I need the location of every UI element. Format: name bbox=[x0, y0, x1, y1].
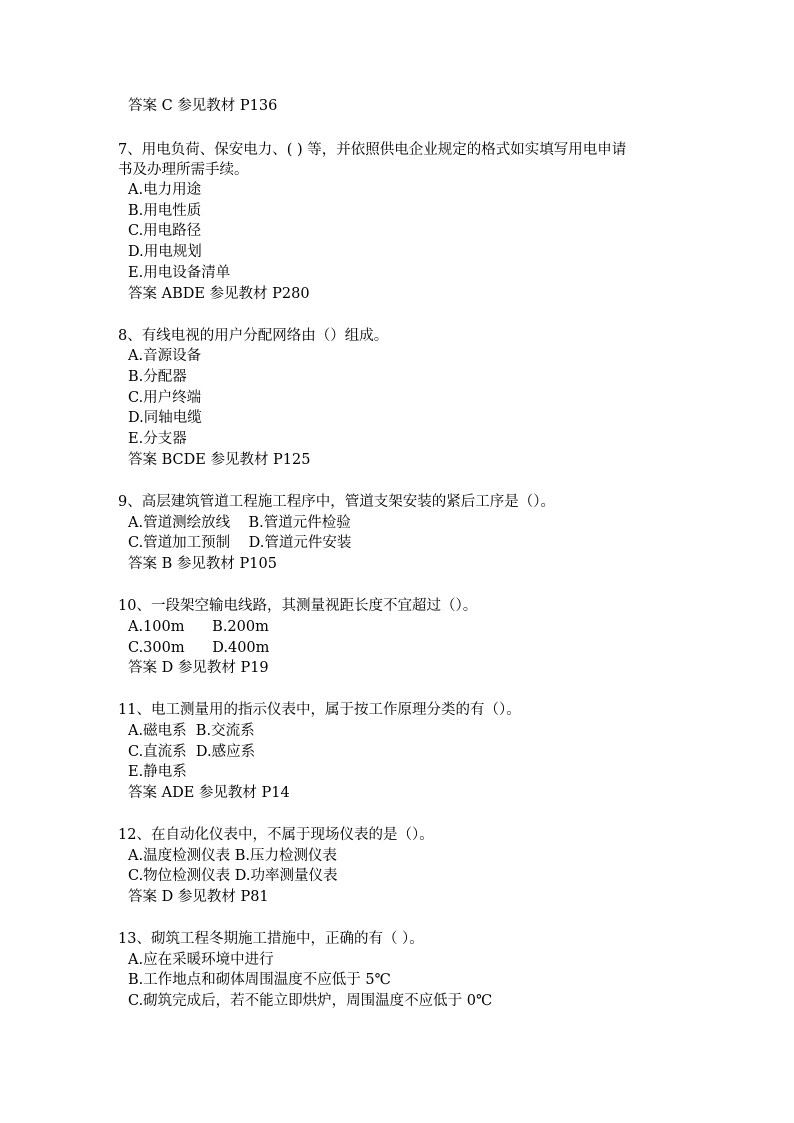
answer-line: 答案 D 参见教材 P81 bbox=[128, 889, 269, 905]
answer-line: 答案 C 参见教材 P136 bbox=[128, 98, 278, 114]
question-7: 7、用电负荷、保安电力、( ) 等，并依照供电企业规定的格式如实填写用电申请 bbox=[118, 142, 627, 158]
answer-line: 答案 D 参见教材 P19 bbox=[128, 660, 269, 676]
option-b: B.分配器 bbox=[128, 369, 187, 385]
question-7-cont: 书及办理所需手续。 bbox=[118, 162, 249, 178]
options-cd: C.直流系 D.感应系 bbox=[128, 744, 256, 760]
option-d: D.同轴电缆 bbox=[128, 410, 202, 426]
option-d: D.用电规划 bbox=[128, 244, 202, 260]
options-cd: C.管道加工预制 D.管道元件安装 bbox=[128, 535, 352, 551]
option-c: C.用户终端 bbox=[128, 390, 202, 406]
question-8: 8、有线电视的用户分配网络由（）组成。 bbox=[118, 328, 389, 344]
option-e: E.静电系 bbox=[128, 764, 187, 780]
option-b: B.用电性质 bbox=[128, 203, 202, 219]
question-10: 10、一段架空输电线路，其测量视距长度不宜超过（）。 bbox=[118, 598, 478, 614]
options-cd: C.物位检测仪表 D.功率测量仪表 bbox=[128, 868, 338, 884]
options-ab: A.温度检测仪表 B.压力检测仪表 bbox=[128, 848, 337, 864]
option-a: A.电力用途 bbox=[128, 182, 202, 198]
option-c: C.用电路径 bbox=[128, 223, 202, 239]
option-b: B.工作地点和砌体周围温度不应低于 5℃ bbox=[128, 972, 391, 988]
options-ab: A.磁电系 B.交流系 bbox=[128, 723, 255, 739]
options-ab: A.管道测绘放线 B.管道元件检验 bbox=[128, 515, 351, 531]
question-13: 13、砌筑工程冬期施工措施中，正确的有（ ）。 bbox=[118, 931, 424, 947]
option-a: A.应在采暖环境中进行 bbox=[128, 952, 274, 968]
answer-line: 答案 ABDE 参见教材 P280 bbox=[128, 286, 310, 302]
answer-line: 答案 B 参见教材 P105 bbox=[128, 556, 277, 572]
question-9: 9、高层建筑管道工程施工程序中，管道支架安装的紧后工序是（）。 bbox=[118, 494, 555, 510]
options-cd: C.300m D.400m bbox=[128, 640, 270, 656]
options-ab: A.100m B.200m bbox=[128, 619, 269, 635]
option-a: A.音源设备 bbox=[128, 348, 202, 364]
question-12: 12、在自动化仪表中，不属于现场仪表的是（）。 bbox=[118, 827, 434, 843]
option-e: E.用电设备清单 bbox=[128, 265, 231, 281]
answer-line: 答案 BCDE 参见教材 P125 bbox=[128, 452, 311, 468]
option-e: E.分支器 bbox=[128, 431, 187, 447]
answer-line: 答案 ADE 参见教材 P14 bbox=[128, 785, 290, 801]
question-11: 11、电工测量用的指示仪表中，属于按工作原理分类的有（）。 bbox=[118, 702, 521, 718]
option-c: C.砌筑完成后，若不能立即烘炉，周围温度不应低于 0℃ bbox=[128, 993, 493, 1009]
